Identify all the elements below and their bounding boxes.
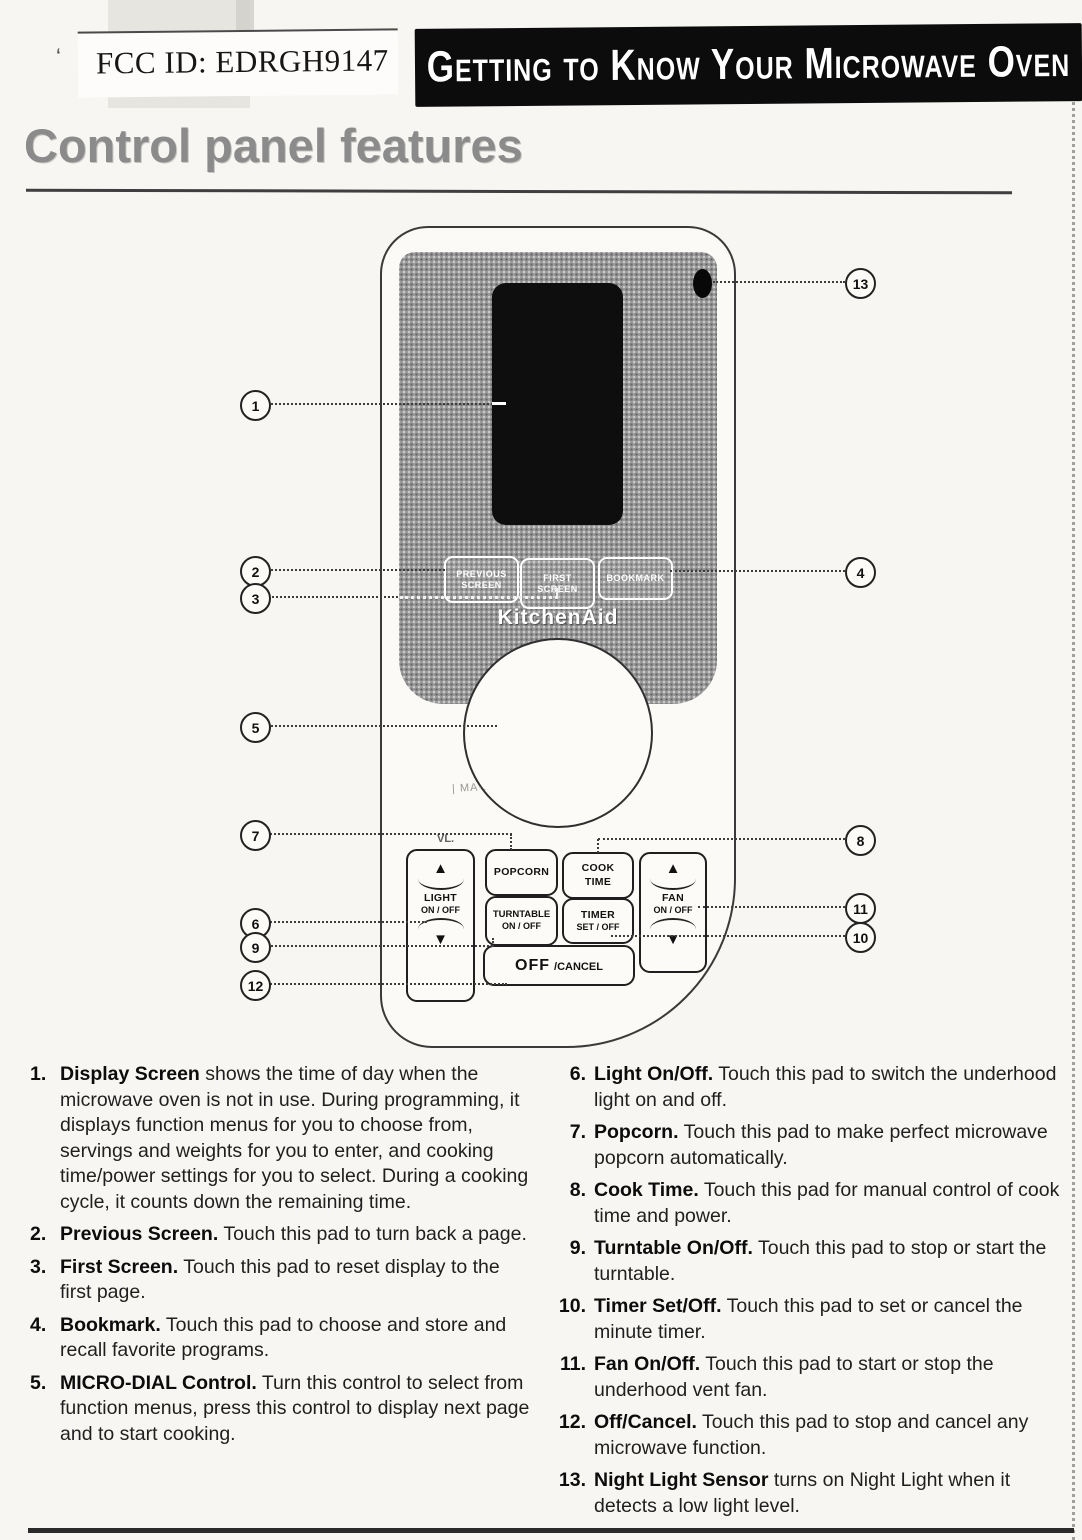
callout-line-1 bbox=[267, 403, 493, 405]
cook-time-button: COOK TIME bbox=[562, 852, 634, 899]
off-cancel-button: OFF /CANCEL bbox=[483, 945, 635, 986]
night-light-sensor bbox=[693, 269, 712, 298]
feature-number: 6. bbox=[569, 1063, 586, 1085]
callout-9: 9 bbox=[240, 932, 271, 963]
callout-3: 3 bbox=[240, 583, 271, 614]
features-column-right bbox=[550, 1062, 1068, 1527]
arc-divider bbox=[418, 879, 464, 890]
down-arrow-icon: ▼ bbox=[433, 931, 448, 949]
callout-line-7 bbox=[267, 833, 512, 835]
feature-number: 2. bbox=[30, 1223, 47, 1246]
first-screen-button: FIRST SCREEN bbox=[520, 558, 595, 609]
callout-4: 4 bbox=[845, 557, 876, 588]
scan-mark: VL. bbox=[437, 833, 455, 845]
callout-line-7-hook bbox=[510, 834, 512, 850]
feature-number: 8. bbox=[569, 1179, 586, 1202]
callout-line-4 bbox=[670, 570, 845, 572]
callout-6: 6 bbox=[240, 908, 271, 939]
light-button: ▲ LIGHT ON / OFF ▼ bbox=[406, 849, 475, 1002]
callout-line-8 bbox=[598, 838, 845, 840]
callout-line-13 bbox=[713, 281, 845, 283]
turntable-button: TURNTABLE ON / OFF bbox=[485, 896, 558, 946]
feature-item-5: 5. MICRO-DIAL Control. Turn this control to select from function menus, press this control to display next page and to start cooking. bbox=[30, 1371, 530, 1445]
callout-line-2 bbox=[267, 569, 445, 571]
feature-item-7: 7. Popcorn. Touch this pad to make perfect microwave popcorn automatically. bbox=[550, 1120, 1068, 1171]
up-arrow-icon: ▲ bbox=[433, 860, 448, 877]
feature-item-13: 13. Night Light Sensor turns on Night Light when it detects a low light level. bbox=[550, 1468, 1068, 1519]
callout-1: 1 bbox=[240, 390, 271, 421]
callout-line-11 bbox=[698, 906, 845, 908]
feature-item-11: 11. Fan On/Off. Touch this pad to start or stop the underhood vent fan. bbox=[550, 1352, 1068, 1403]
callout-10: 10 bbox=[845, 922, 876, 953]
callout-line-12 bbox=[267, 983, 507, 985]
display-screen bbox=[492, 283, 623, 525]
brand-logo: KitchenAid bbox=[497, 606, 619, 629]
feature-number: 7. bbox=[569, 1121, 586, 1144]
arc-divider bbox=[650, 918, 696, 929]
timer-button: TIMER SET / OFF bbox=[562, 898, 634, 944]
scan-edge-artifact bbox=[1072, 95, 1075, 1540]
popcorn-button: POPCORN bbox=[485, 849, 558, 896]
feature-number: 10. bbox=[558, 1295, 586, 1318]
scan-mark: | MA·. bbox=[451, 781, 488, 795]
feature-item-10: 10. Timer Set/Off. Touch this pad to set or cancel the minute timer. bbox=[550, 1294, 1068, 1345]
arc-divider bbox=[650, 879, 696, 890]
feature-number: 9. bbox=[569, 1237, 586, 1260]
feature-item-9: 9. Turntable On/Off. Touch this pad to stop or start the turntable. bbox=[550, 1236, 1068, 1287]
up-arrow-icon: ▲ bbox=[665, 860, 681, 877]
feature-number: 4. bbox=[30, 1313, 47, 1336]
bookmark-button: BOOKMARK bbox=[598, 557, 673, 600]
callout-7: 7 bbox=[240, 820, 271, 851]
previous-screen-button: PREVIOUS SCREEN bbox=[444, 556, 519, 603]
callout-line-10 bbox=[611, 935, 845, 937]
callout-line-1-tip bbox=[492, 402, 506, 405]
feature-number: 11. bbox=[559, 1353, 586, 1376]
feature-number: 1. bbox=[30, 1063, 47, 1085]
feature-item-4: 4. Bookmark. Touch this pad to choose and store and recall favorite programs. bbox=[30, 1313, 507, 1362]
callout-line-9 bbox=[267, 945, 493, 947]
callout-2: 2 bbox=[240, 556, 271, 587]
page-bottom-rule bbox=[28, 1528, 1074, 1533]
callout-line-5 bbox=[267, 725, 497, 727]
feature-number: 3. bbox=[30, 1255, 47, 1278]
feature-number: 5. bbox=[30, 1371, 47, 1394]
banner-title: Getting to Know Your Microwave Oven bbox=[426, 37, 1071, 92]
feature-number: 13. bbox=[558, 1469, 586, 1492]
fan-button: ▲ FAN ON / OFF ▼ bbox=[639, 852, 707, 973]
feature-item-8: 8. Cook Time. Touch this pad for manual control of cook time and power. bbox=[550, 1178, 1068, 1229]
callout-8: 8 bbox=[845, 825, 876, 856]
callout-line-9-hook bbox=[492, 938, 494, 947]
callout-5: 5 bbox=[240, 712, 271, 743]
banner bbox=[415, 23, 1082, 107]
feature-item-2: 2. Previous Screen. Touch this pad to turn back a page. bbox=[30, 1222, 536, 1248]
callout-line-8-hook bbox=[597, 839, 599, 853]
callout-line-3-under bbox=[400, 596, 558, 599]
feature-item-1: 1. Display Screen shows the time of day when the microwave oven is not in use. During programming, it displays function menus for you to choose from, servings and weights for you to enter, and cooking time/power settings for you to select. During a cooking cycle, it counts down the remaining time. bbox=[30, 1063, 529, 1213]
callout-11: 11 bbox=[845, 893, 876, 924]
fcc-id-label: FCC ID: EDRGH9147 bbox=[78, 28, 399, 97]
callout-line-6 bbox=[267, 921, 427, 923]
feature-item-12: 12. Off/Cancel. Touch this pad to stop and cancel any microwave function. bbox=[550, 1410, 1068, 1461]
callout-12: 12 bbox=[240, 970, 271, 1001]
feature-item-3: 3. First Screen. Touch this pad to reset display to the first page. bbox=[30, 1255, 500, 1304]
feature-number: 12. bbox=[558, 1411, 586, 1434]
scan-mark: ‘ bbox=[56, 44, 61, 69]
callout-line-3 bbox=[267, 596, 402, 598]
divider bbox=[26, 189, 1012, 195]
callout-line-3-hook bbox=[556, 588, 558, 598]
down-arrow-icon: ▼ bbox=[665, 931, 681, 949]
micro-dial-control bbox=[463, 638, 653, 828]
features-column-left bbox=[30, 1062, 536, 1454]
page-title: Control panel features bbox=[24, 119, 523, 172]
feature-item-6: 6. Light On/Off. Touch this pad to switch the underhood light on and off. bbox=[550, 1062, 1068, 1113]
callout-13: 13 bbox=[845, 268, 876, 299]
